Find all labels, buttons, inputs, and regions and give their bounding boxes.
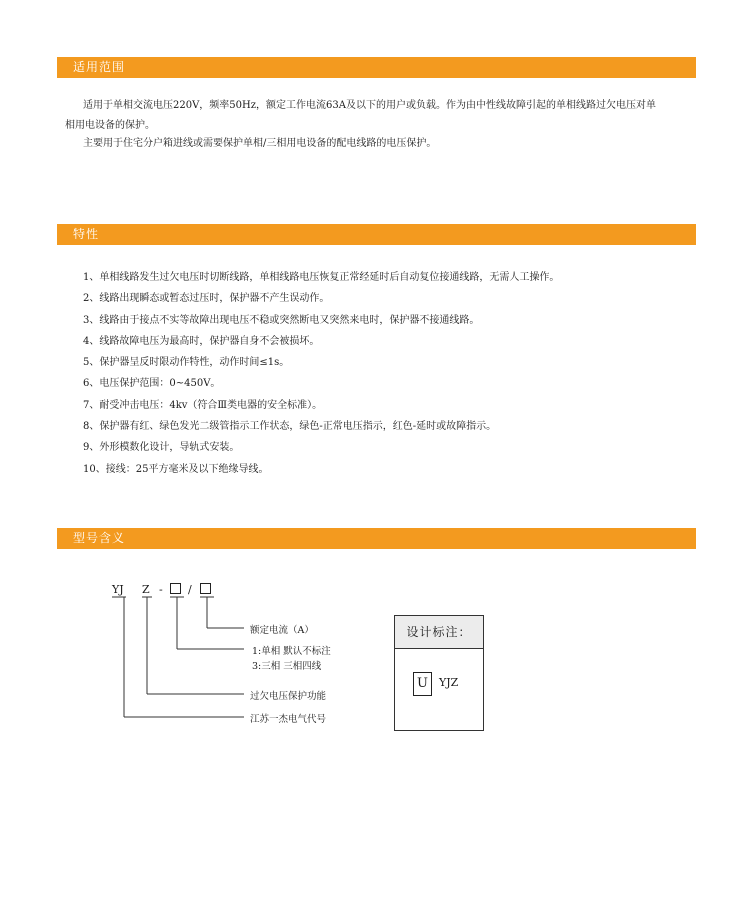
voltage-symbol-box: U (413, 672, 432, 696)
design-label-title: 设计标注： (395, 616, 483, 649)
phase-three-label: 3:三相 三相四线 (252, 661, 322, 672)
current-placeholder-box (200, 583, 211, 594)
phase-single-label: 1:单相 默认不标注 (252, 646, 331, 657)
section-title: 特性 (73, 227, 100, 241)
feature-item: 5、保护器呈反时限动作特性，动作时间≤1s。 (83, 357, 290, 369)
design-label-box (394, 615, 484, 731)
code-dash: - (159, 583, 163, 596)
feature-item: 6、电压保护范围：0~450V。 (83, 378, 221, 390)
scope-paragraph-1-cont: 相用电设备的保护。 (65, 120, 155, 131)
design-model-name: YJZ (439, 676, 459, 689)
company-code-label: 江苏一杰电气代号 (250, 714, 327, 725)
feature-item: 8、保护器有红、绿色发光二级管指示工作状态，绿色-正常电压指示，红色-延时或故障指示。 (83, 421, 497, 433)
feature-item: 4、线路故障电压为最高时，保护器自身不会被损坏。 (83, 335, 320, 347)
scope-paragraph-1: 适用于单相交流电压220V，频率50Hz，额定工作电流63A及以下的用户或负载。作为由中性线故障引起的单相线路过欠电压对单 (83, 100, 656, 111)
feature-item: 9、外形模数化设计，导轨式安装。 (83, 442, 240, 454)
section-header-features (57, 224, 696, 245)
feature-item: 3、线路由于接点不实等故障出现电压不稳或突然断电又突然来电时，保护器不接通线路。 (83, 314, 480, 326)
code-function: Z (142, 583, 150, 596)
feature-item: 7、耐受冲击电压：4kv（符合Ⅲ类电器的安全标准）。 (83, 399, 323, 411)
scope-paragraph-2: 主要用于住宅分户箱进线或需要保护单相/三相用电设备的配电线路的电压保护。 (83, 138, 437, 149)
section-title: 适用范围 (73, 60, 126, 74)
code-slash: / (188, 583, 192, 596)
code-prefix: YJ (112, 583, 124, 596)
feature-list (83, 267, 559, 480)
section-title: 型号含义 (73, 531, 126, 545)
feature-item: 10、接线：25平方毫米及以下绝缘导线。 (83, 463, 269, 475)
rated-current-label: 额定电流（A） (250, 625, 314, 636)
section-header-model (57, 528, 696, 549)
section-header-scope (57, 57, 696, 78)
phase-placeholder-box (170, 583, 181, 594)
feature-item: 1、单相线路发生过欠电压时切断线路，单相线路电压恢复正常经延时后自动复位接通线路，无需人工操作。 (83, 272, 560, 283)
function-label: 过欠电压保护功能 (250, 691, 327, 702)
feature-item: 2、线路出现瞬态或暂态过压时，保护器不产生误动作。 (83, 293, 330, 305)
